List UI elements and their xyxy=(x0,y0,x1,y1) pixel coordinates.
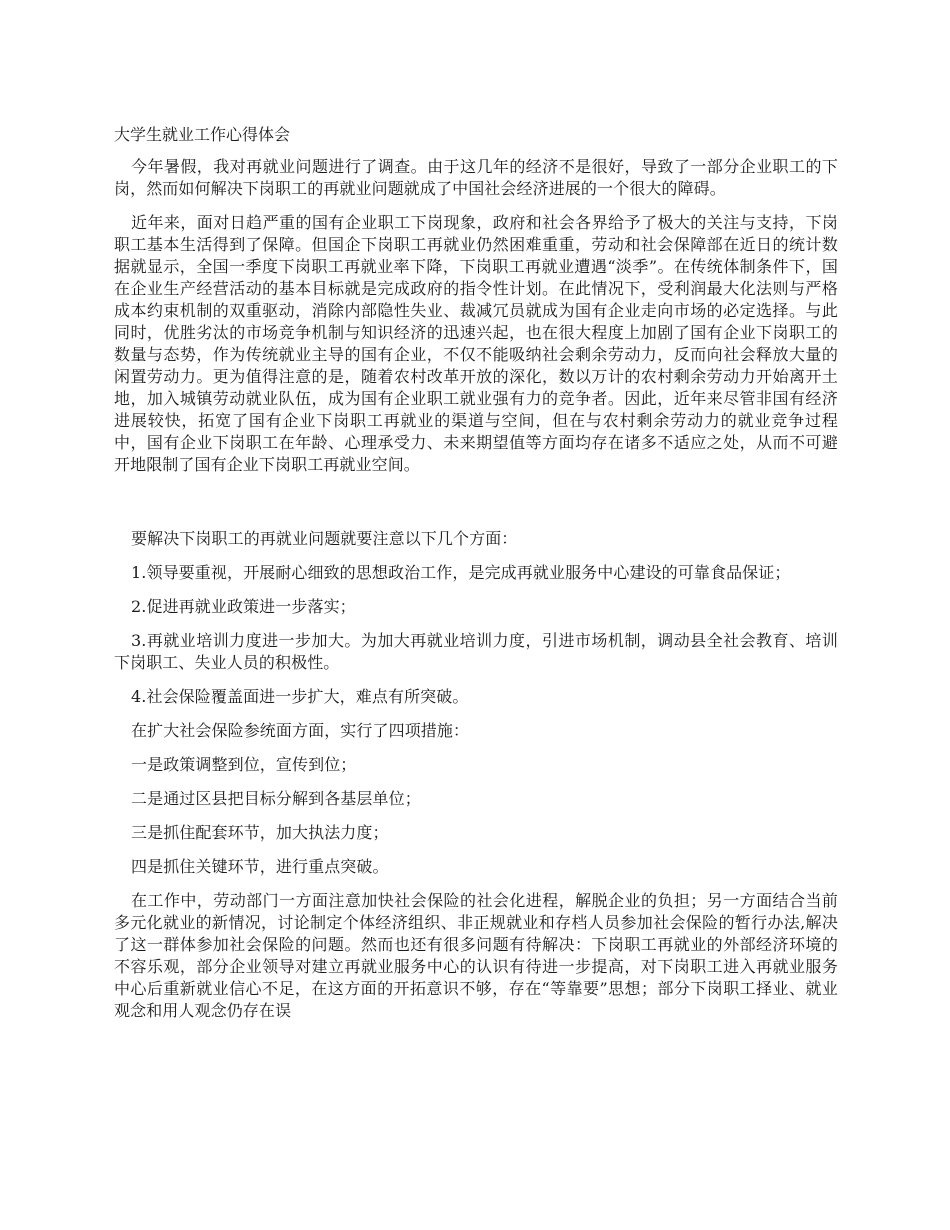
list-item-4: 4.社会保险覆盖面进一步扩大，难点有所突破。 xyxy=(131,687,469,706)
paragraph-work-summary: 在工作中，劳动部门一方面注意加快社会保险的社会化进程，解脱企业的负担；另一方面结合当前多元化就业的新情况，讨论制定个体经济组织、非正规就业和存档人员参加社会保险的暂行办法,解决了这一群体参加社会保险的问题。然而也还有很多问题有待解决：下岗职工再就业的外部经济环境的不容乐观，部分企业领导对建立再就业服务中心的认识有待进一步提高，对下岗职工进入再就业服务中心后重新就业信心不足，在这方面的开拓意识不够，存在“等靠要”思想；部分下岗职工择业、就业观念和用人观念仍存在误 xyxy=(114,891,838,1020)
list-item-3: 3.再就业培训力度进一步加大。为加大再就业培训力度，引进市场机制，调动县全社会教育、培训下岗职工、失业人员的积极性。 xyxy=(114,631,838,672)
section-spacer xyxy=(114,488,838,528)
measure-item-1: 一是政策调整到位，宣传到位； xyxy=(131,755,357,774)
list-item-1: 1.领导要重视，开展耐心细致的思想政治工作，是完成再就业服务中心建设的可靠食品保证； xyxy=(131,563,791,582)
document-page xyxy=(114,124,838,1034)
list-item-2: 2.促进再就业政策进一步落实； xyxy=(131,597,356,616)
measure-item-3: 三是抓住配套环节，加大执法力度； xyxy=(131,823,389,842)
document-title: 大学生就业工作心得体会 xyxy=(114,125,291,144)
paragraph-aspects-intro: 要解决下岗职工的再就业问题就要注意以下几个方面： xyxy=(131,529,518,548)
measure-item-4: 四是抓住关键环节，进行重点突破。 xyxy=(131,857,389,876)
paragraph-measures-intro: 在扩大社会保险参统面方面，实行了四项措施： xyxy=(131,721,470,740)
measure-item-2: 二是通过区县把目标分解到各基层单位； xyxy=(131,789,421,808)
paragraph-background: 近年来，面对日趋严重的国有企业职工下岗现象，政府和社会各界给予了极大的关注与支持，下岗职工基本生活得到了保障。但国企下岗职工再就业仍然困难重重，劳动和社会保障部在近日的统计数据就显示，全国一季度下岗职工再就业率下降，下岗职工再就业遭遇“淡季”。在传统体制条件下，国在企业生产经营活动的基本目标就是完成政府的指令性计划。在此情况下，受利润最大化法则与严格成本约束机制的双重驱动，消除内部隐性失业、裁减冗员就成为国有企业走向市场的必定选择。与此同时，优胜劣汰的市场竞争机制与知识经济的迅速兴起，也在很大程度上加剧了国有企业下岗职工的数量与态势，作为传统就业主导的国有企业，不仅不能吸纳社会剩余劳动力，反而向社会释放大量的闲置劳动力。更为值得注意的是，随着农村改革开放的深化，数以万计的农村剩余劳动力开始离开土地，加入城镇劳动就业队伍，成为国有企业职工就业强有力的竞争者。因此，近年来尽管非国有经济进展较快，拓宽了国有企业下岗职工再就业的渠道与空间，但在与农村剩余劳动力的就业竞争过程中，国有企业下岗职工在年龄、心理承受力、未来期望值等方面均存在诸多不适应之处，从而不可避开地限制了国有企业下岗职工再就业空间。 xyxy=(114,213,838,474)
paragraph-intro: 今年暑假，我对再就业问题进行了调查。由于这几年的经济不是很好，导致了一部分企业职工的下岗，然而如何解决下岗职工的再就业问题就成了中国社会经济进展的一个很大的障碍。 xyxy=(114,157,838,198)
